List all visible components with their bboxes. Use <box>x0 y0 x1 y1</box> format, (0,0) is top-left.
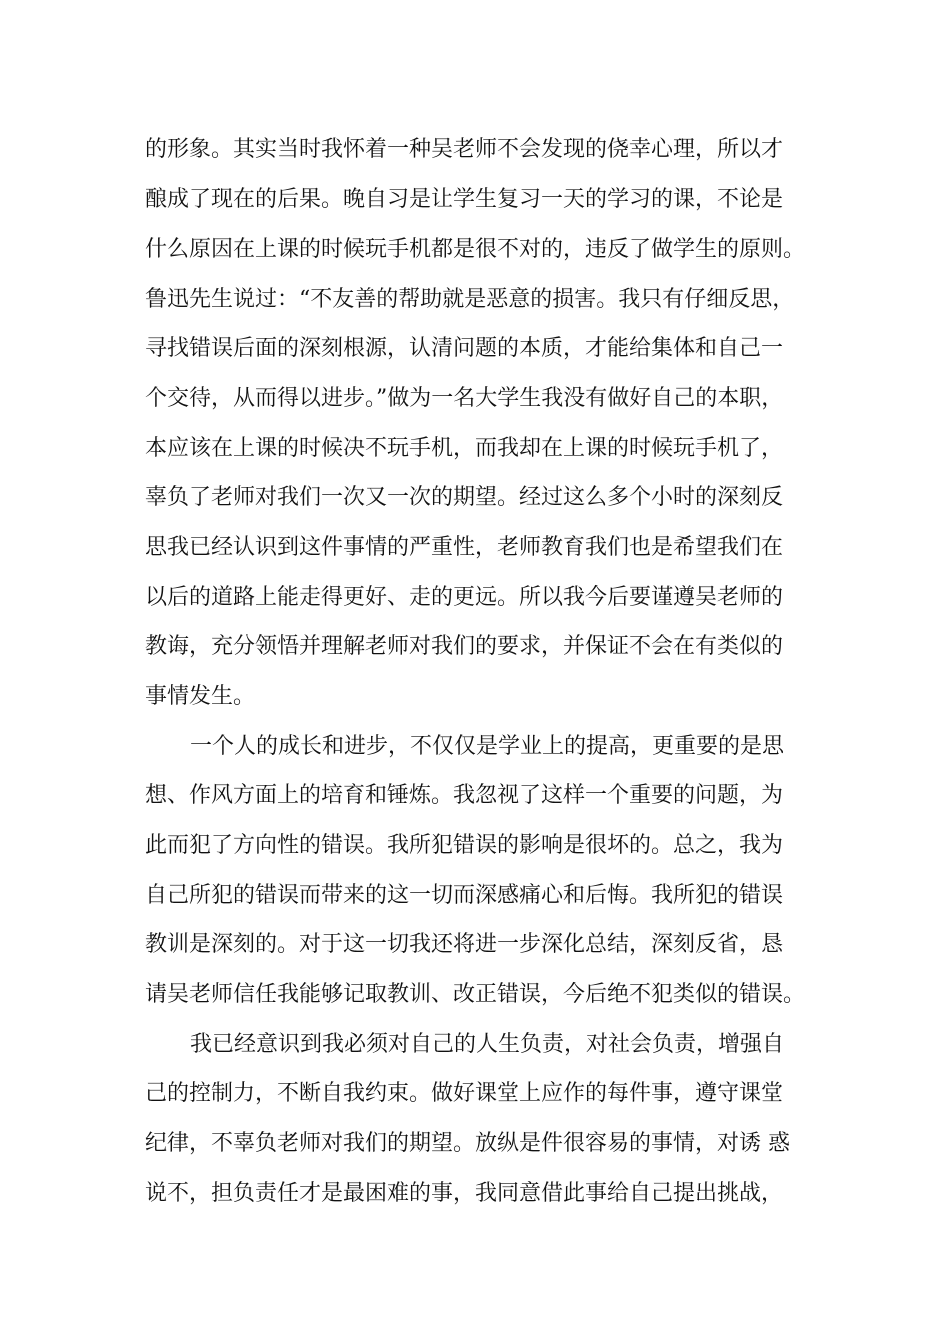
text-line: 什么原因在上课的时候玩手机都是很不对的，违反了做学生的原则。 <box>145 237 806 262</box>
text-line: 本应该在上课的时候决不玩手机，而我却在上课的时候玩手机了， <box>145 436 784 461</box>
text-line: 的形象。其实当时我怀着一种吴老师不会发现的侥幸心理，所以才 <box>145 137 784 162</box>
text-line: 己的控制力，不断自我约束。做好课堂上应作的每件事，遵守课堂 <box>145 1081 784 1106</box>
text-line: 想、作风方面上的培育和锤炼。我忽视了这样一个重要的问题，为 <box>145 783 784 808</box>
paragraph-first-line: 我已经意识到我必须对自己的人生负责，对社会负责，增强自 <box>190 1032 785 1057</box>
text-line: 纪律，不辜负老师对我们的期望。放纵是件很容易的事情，对诱 惑 <box>145 1131 790 1156</box>
text-line: 寻找错误后面的深刻根源，认清问题的本质，才能给集体和自己一 <box>145 336 784 361</box>
text-line: 事情发生。 <box>145 684 256 709</box>
paragraph-first-line: 一个人的成长和进步，不仅仅是学业上的提高，更重要的是思 <box>190 734 785 759</box>
text-line: 个交待，从而得以进步。”做为一名大学生我没有做好自己的本职， <box>145 386 784 411</box>
text-line: 教诲，充分领悟并理解老师对我们的要求，并保证不会在有类似的 <box>145 634 784 659</box>
text-line: 说不，担负责任才是最困难的事，我同意借此事给自己提出挑战， <box>145 1181 784 1206</box>
text-line: 教训是深刻的。对于这一切我还将进一步深化总结，深刻反省，恳 <box>145 932 784 957</box>
text-line: 酿成了现在的后果。晚自习是让学生复习一天的学习的课，不论是 <box>145 187 784 212</box>
text-line: 思我已经认识到这件事情的严重性，老师教育我们也是希望我们在 <box>145 535 784 560</box>
text-line: 自己所犯的错误而带来的这一切而深感痛心和后悔。我所犯的错误 <box>145 883 784 908</box>
text-line: 请吴老师信任我能够记取教训、改正错误，今后绝不犯类似的错误。 <box>145 982 806 1007</box>
text-line: 以后的道路上能走得更好、走的更远。所以我今后要谨遵吴老师的 <box>145 585 784 610</box>
text-line: 鲁迅先生说过：“不友善的帮助就是恶意的损害。我只有仔细反思， <box>145 287 795 312</box>
text-line: 此而犯了方向性的错误。我所犯错误的影响是很坏的。总之，我为 <box>145 833 784 858</box>
text-line: 辜负了老师对我们一次又一次的期望。经过这么多个小时的深刻反 <box>145 485 784 510</box>
